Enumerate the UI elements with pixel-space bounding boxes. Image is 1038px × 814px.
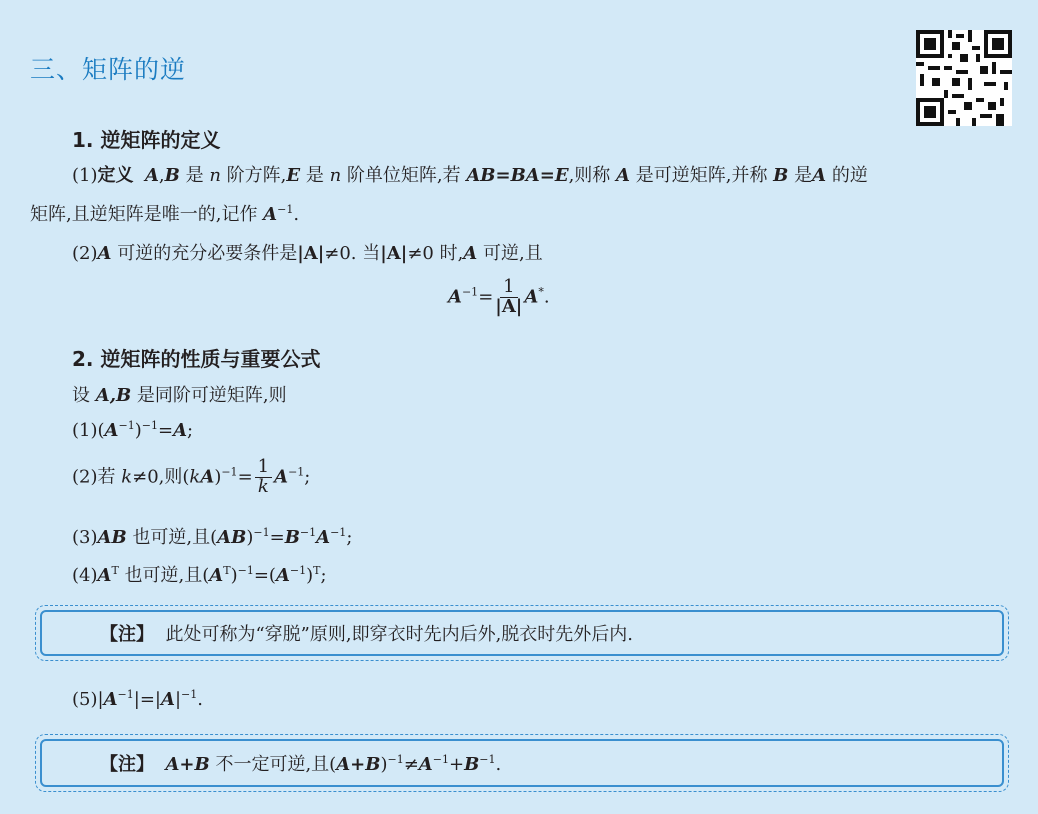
note-2: 【注】 A+B 不一定可逆,且$(A+B)^{-1}\ne A^{-1}+B^{-1}$. [100,753,502,775]
property-2: (2)若 k≠0,则(kA)$^{-1}$= $\frac{1}{k}$ $A^{-1}$; [72,456,311,497]
property-4: $(4)A^T$ 也可逆,且$(A^T)^{-1}=(A^{-1})^T$; [72,564,327,586]
invertibility-condition: (2)A 可逆的充分必要条件是|A|≠0. 当|A|≠0 时,A 可逆,且 [72,243,543,264]
heading-inverse-properties: 2. 逆矩阵的性质与重要公式 [72,347,321,371]
property-5: $(5)|A^{-1}|=|A|^{-1}$. [72,688,203,710]
definition-line-2: 矩阵,且逆矩阵是唯一的,记作 $A^{-1}$. [30,203,300,225]
heading-inverse-definition: 1. 逆矩阵的定义 [72,128,221,152]
fraction: $\frac{1}{|A|}$ [495,276,523,317]
definition-line-1: (1)定义 A,B 是 n 阶方阵,E 是 n 阶单位矩阵,若 AB=BA=E,则称 A 是可逆矩阵,并称 B 是A 的逆 [72,165,868,186]
property-1: $(1)(A^{-1})^{-1}=A$; [72,419,194,441]
inverse-formula: $A^{-1}=$ $\frac{1}{|A|}$ A*. [448,276,550,317]
properties-intro: 设 A,B 是同阶可逆矩阵,则 [72,385,287,406]
fraction: $\frac{1}{k}$ [255,458,272,497]
section-title: 三、矩阵的逆 [30,55,187,84]
qr-code[interactable] [916,30,1012,126]
note-1: 【注】 此处可称为“穿脱”原则,即穿衣时先内后外,脱衣时先外后内. [100,624,634,645]
property-3: (3)AB 也可逆,且$(AB)^{-1}=B^{-1}A^{-1}$; [72,526,353,548]
